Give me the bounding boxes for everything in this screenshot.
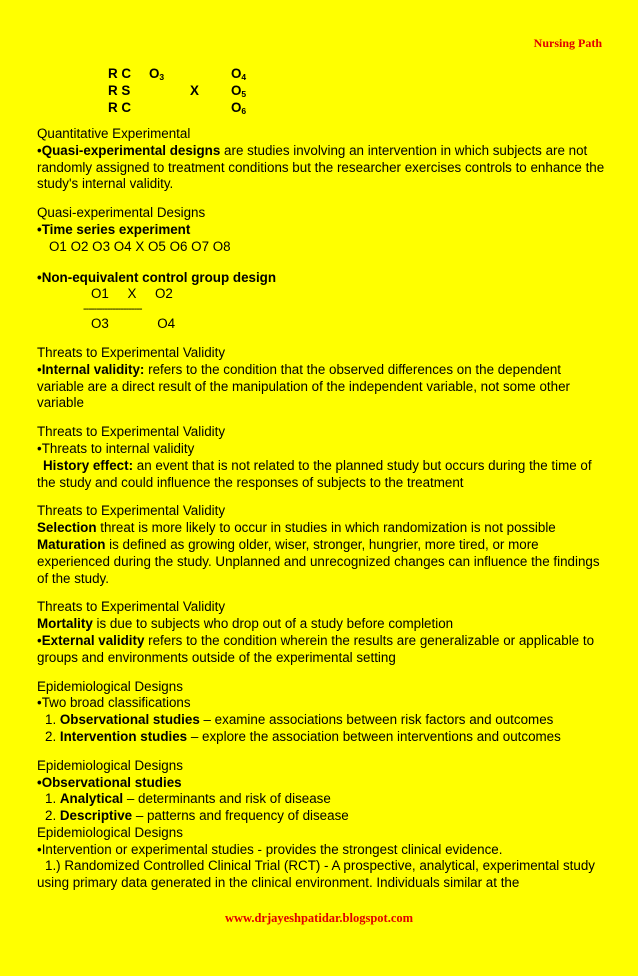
section-epidemiological-classifications xyxy=(37,679,607,746)
design-cell: $O_6$ xyxy=(231,100,247,116)
term: Internal validity: xyxy=(41,361,145,377)
section-heading: Epidemiological Designs xyxy=(37,824,183,840)
design-cell: R S xyxy=(108,83,131,98)
bullet-paragraph xyxy=(37,362,607,412)
section-threats-internal xyxy=(37,424,607,491)
term: Selection xyxy=(37,520,97,536)
nonequivalent-row-2: O3 O4 xyxy=(91,316,176,332)
design-notation-table xyxy=(108,66,308,117)
bullet-term: • Time series experiment xyxy=(37,222,607,239)
section-heading: Threats to Experimental Validity xyxy=(37,424,226,440)
design-cell: R C xyxy=(108,100,132,115)
time-series-notation: O1 O2 O3 O4 X O5 O6 O7 O8 xyxy=(49,238,231,254)
design-cell: R C xyxy=(108,66,132,81)
design-cell: $O_3$ xyxy=(149,66,165,82)
bullet-paragraph: • Threats to internal validity xyxy=(37,441,607,458)
definition-paragraph xyxy=(37,458,607,492)
design-cell: $O_4$ xyxy=(231,66,247,82)
definition-paragraph xyxy=(37,616,607,633)
bullet-paragraph xyxy=(37,143,607,193)
definition: refers to the condition wherein the results are generalizable or applicable to groups and environments outside of the experimental setting xyxy=(37,632,595,665)
definition: – patterns and frequency of disease xyxy=(132,808,349,824)
design-cell: $O_5$ xyxy=(231,83,247,99)
definition: – explore the association between interventions and outcomes xyxy=(187,728,561,744)
numbered-item: 2. Intervention studies – explore the association between interventions and outcomes xyxy=(45,728,561,744)
section-heading: Threats to Experimental Validity xyxy=(37,344,226,360)
rct-paragraph: 1.) Randomized Controlled Clinical Trial (RCT) - A prospective, analytical, experimental study using primary data generated in the clinical environment. Individuals similar at the xyxy=(37,858,595,891)
numbered-item: 1. Observational studies – examine associations between risk factors and outcomes xyxy=(45,712,554,728)
design-row xyxy=(108,66,308,83)
term: Intervention studies xyxy=(59,728,188,744)
term: History effect: xyxy=(43,457,134,473)
definition: are studies involving an intervention in which subjects are not randomly assigned to treatment conditions but the researcher exercises controls to enhance the study's internal validity. xyxy=(37,142,605,192)
section-heading: Threats to Experimental Validity xyxy=(37,503,226,519)
design-row xyxy=(108,83,308,100)
definition: an event that is not related to the planned study but occurs during the time of the study and could influence the responses of subjects to the treatment xyxy=(37,457,592,490)
dashed-divider: ---------------------- xyxy=(83,303,142,316)
bullet-paragraph: • Two broad classifications xyxy=(37,695,607,712)
definition: – examine associations between risk factors and outcomes xyxy=(199,712,554,728)
section-heading: Threats to Experimental Validity xyxy=(37,599,226,615)
section-heading: Quasi-experimental Designs xyxy=(37,205,206,221)
definition: threat is more likely to occur in studies in which randomization is not possible xyxy=(96,520,556,536)
definition: – determinants and risk of disease xyxy=(123,791,331,807)
section-quasi-experimental-designs xyxy=(37,205,607,333)
definition: refers to the condition that the observed differences on the dependent variable are a direct result of the manipulation of the independent variable, not some other variable xyxy=(37,361,570,411)
bullet-term: • Non-equivalent control group design xyxy=(37,270,607,287)
section-selection-maturation xyxy=(37,503,607,587)
section-epidemiological-observational xyxy=(37,758,607,892)
design-row xyxy=(108,100,308,117)
bullet-paragraph: • Intervention or experimental studies - provides the strongest clinical evidence. xyxy=(37,842,607,859)
section-heading: Epidemiological Designs xyxy=(37,678,183,694)
term: Descriptive xyxy=(59,808,133,824)
term: Mortality xyxy=(37,616,93,632)
definition-paragraph xyxy=(37,520,607,537)
section-quantitative-experimental xyxy=(37,126,607,193)
footer-url: www.drjayeshpatidar.blogspot.com xyxy=(224,911,414,925)
term: Quasi-experimental designs xyxy=(41,142,221,158)
term: External validity xyxy=(41,632,145,648)
section-internal-validity xyxy=(37,345,607,412)
bullet-term: • Observational studies xyxy=(37,775,607,792)
bullet-paragraph xyxy=(37,633,607,667)
numbered-item: 2. Descriptive – patterns and frequency of disease xyxy=(45,808,349,824)
section-heading: Epidemiological Designs xyxy=(37,757,183,773)
section-mortality-external xyxy=(37,599,607,666)
section-heading: Quantitative Experimental xyxy=(37,126,191,141)
design-cell: X xyxy=(190,83,199,98)
brand-header: Nursing Path xyxy=(533,36,602,50)
term: Observational studies xyxy=(59,712,200,728)
term: Analytical xyxy=(59,791,124,807)
definition: is due to subjects who drop out of a study before completion xyxy=(92,616,454,632)
nonequivalent-row-1: O1 X O2 xyxy=(91,286,173,302)
term: Maturation xyxy=(37,536,106,552)
numbered-item: 1. Analytical – determinants and risk of disease xyxy=(45,791,331,807)
definition: is defined as growing older, wiser, stronger, hungrier, more tired, or more experienced during the study. Unplanned and unrecognized changes can influence the findings of the study. xyxy=(37,536,600,586)
document-body xyxy=(37,126,607,892)
definition-paragraph xyxy=(37,537,607,587)
